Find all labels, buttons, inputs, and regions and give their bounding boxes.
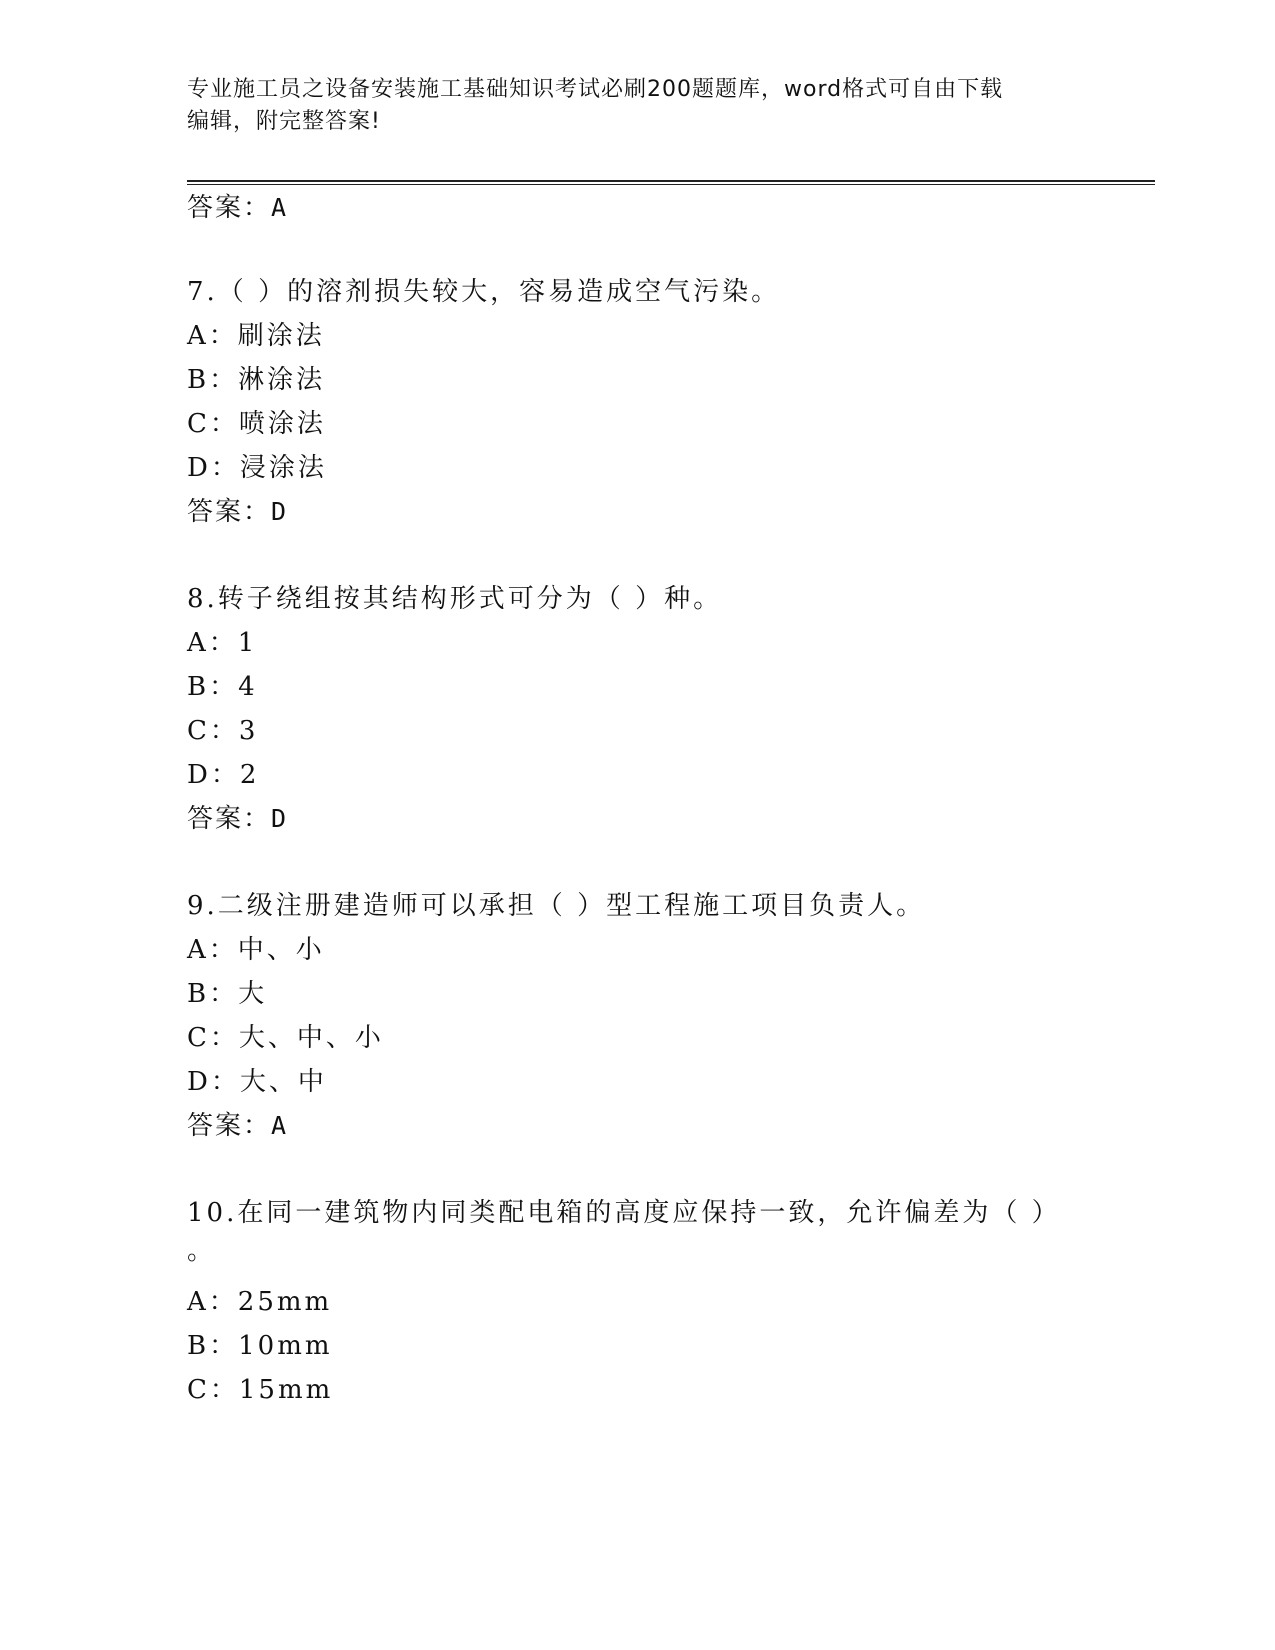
option-c: C：3 [187, 716, 259, 746]
answer-label: 答案： [187, 497, 272, 527]
option-a: A：1 [187, 628, 258, 658]
header-line-2: 编辑，附完整答案! [187, 109, 381, 134]
option-c: C：喷涂法 [187, 409, 326, 439]
answer-label: 答案： [187, 193, 272, 223]
answer-line [187, 190, 288, 226]
answer-label: 答案： [187, 804, 272, 834]
answer-value: A [271, 193, 289, 222]
header-line-1: 专业施工员之设备安装施工基础知识考试必刷200题题库，word格式可自由下载 [187, 77, 1004, 102]
option-d: D：2 [187, 760, 260, 790]
answer-value: D [271, 497, 289, 526]
option-c: C：15mm [187, 1375, 334, 1405]
option-a: A：中、小 [187, 935, 325, 965]
option-d: D：大、中 [187, 1067, 327, 1097]
question-stem-continuation: 。 [187, 1236, 214, 1266]
answer-line [187, 801, 288, 837]
question-stem: 8.转子绕组按其结构形式可分为（ ）种。 [187, 584, 723, 614]
answer-value: D [271, 804, 289, 833]
option-c: C：大、中、小 [187, 1023, 384, 1053]
question-stem: 10.在同一建筑物内同类配电箱的高度应保持一致，允许偏差为（ ） [187, 1198, 1061, 1228]
header-divider [187, 180, 1155, 185]
option-b: B：10mm [187, 1331, 333, 1361]
answer-line [187, 494, 288, 530]
question-stem: 9.二级注册建造师可以承担（ ）型工程施工项目负责人。 [187, 891, 926, 921]
answer-line [187, 1108, 288, 1144]
document-header [187, 74, 1087, 138]
option-b: B：淋涂法 [187, 365, 326, 395]
option-d: D：浸涂法 [187, 453, 327, 483]
option-a: A：25mm [187, 1287, 333, 1317]
answer-value: A [271, 1111, 289, 1140]
option-b: B：大 [187, 979, 268, 1009]
option-a: A：刷涂法 [187, 321, 325, 351]
answer-label: 答案： [187, 1111, 272, 1141]
option-b: B：4 [187, 672, 258, 702]
question-stem: 7.（ ）的溶剂损失较大，容易造成空气污染。 [187, 277, 781, 307]
